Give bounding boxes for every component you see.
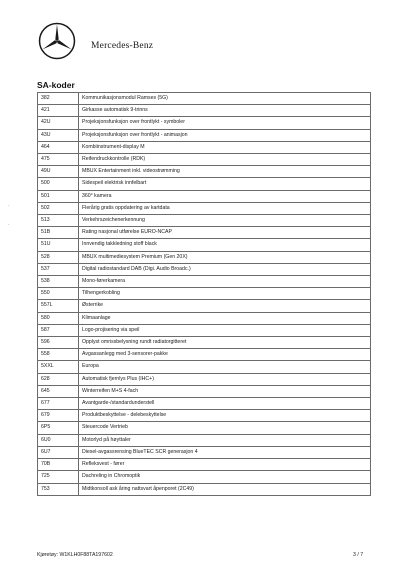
sa-description-cell: Innvendig takkledning stoff black [79, 239, 371, 251]
table-row [38, 324, 371, 336]
sa-description-cell: MBUX multimediesystem Premium (Gen 20X) [79, 251, 371, 263]
table-row [38, 361, 371, 373]
sa-description-cell: Projeksjonsfunksjon over frontlykt - animasjon [79, 129, 371, 141]
sa-code-cell: 500 [38, 178, 79, 190]
sa-description-cell: 360° kamera [79, 190, 371, 202]
sa-code-cell: 464 [38, 141, 79, 153]
sa-description-cell: Opplyst omrissbelysning rundt radiatorgitteret [79, 337, 371, 349]
sa-description-cell: Logo-projisering via speil [79, 324, 371, 336]
sa-description-cell: MBUX Entertainment inkl. videostrømming [79, 166, 371, 178]
table-row [38, 93, 371, 105]
table-row [38, 349, 371, 361]
sa-code-cell: 70B [38, 459, 79, 471]
table-row [38, 471, 371, 483]
sa-description-cell: Steuercode Vertrieb [79, 422, 371, 434]
sa-description-cell: Automatisk fjernlys Plus (IHC+) [79, 373, 371, 385]
table-row [38, 154, 371, 166]
table-row [38, 251, 371, 263]
sa-description-cell: Avgassanlegg med 3-sensorer-pakke [79, 349, 371, 361]
sa-description-cell: Winterreifen M+S 4-fach [79, 385, 371, 397]
table-row [38, 129, 371, 141]
sa-description-cell: Europa [79, 361, 371, 373]
margin-dot: · [8, 203, 10, 209]
sa-code-cell: 42U [38, 117, 79, 129]
sa-description-cell: Flerårig gratis oppdatering av kartdata [79, 202, 371, 214]
sa-description-cell: Dachreling in Chromoptik [79, 471, 371, 483]
sa-description-cell: Motorlyd på høyttaler [79, 434, 371, 446]
sa-description-cell: Sidespeil elektrisk innfelbart [79, 178, 371, 190]
sa-code-cell: 679 [38, 410, 79, 422]
sa-code-cell: 596 [38, 337, 79, 349]
sa-code-cell: 6U7 [38, 446, 79, 458]
table-row [38, 422, 371, 434]
sa-code-cell: 6U0 [38, 434, 79, 446]
sa-code-cell: 725 [38, 471, 79, 483]
sa-code-cell: 5XXL [38, 361, 79, 373]
table-row [38, 215, 371, 227]
table-row [38, 385, 371, 397]
table-row [38, 337, 371, 349]
sa-code-cell: 513 [38, 215, 79, 227]
table-row [38, 178, 371, 190]
footer-page-number: 3 / 7 [353, 552, 364, 558]
sa-code-cell: 558 [38, 349, 79, 361]
sa-description-cell: Refleksvest - fører [79, 459, 371, 471]
brand-name: Mercedes-Benz [91, 41, 154, 51]
sa-code-cell: 580 [38, 312, 79, 324]
sa-code-cell: 628 [38, 373, 79, 385]
sa-code-cell: 6P5 [38, 422, 79, 434]
sa-code-cell: 538 [38, 276, 79, 288]
sa-code-cell: 501 [38, 190, 79, 202]
table-row [38, 190, 371, 202]
sa-code-table-body [38, 93, 371, 496]
sa-description-cell: Østerrike [79, 300, 371, 312]
table-row [38, 446, 371, 458]
sa-code-cell: 51B [38, 227, 79, 239]
sa-code-cell: 677 [38, 398, 79, 410]
sa-code-cell: 421 [38, 105, 79, 117]
table-row [38, 373, 371, 385]
sa-code-cell: 557L [38, 300, 79, 312]
mercedes-star-icon [38, 22, 76, 60]
sa-code-cell: 382 [38, 93, 79, 105]
sa-description-cell: Diesel-avgassrensing BlueTEC SCR generasjon 4 [79, 446, 371, 458]
sa-description-cell: Avantgarde-/standardunderstell [79, 398, 371, 410]
table-row [38, 288, 371, 300]
sa-code-cell: 51U [38, 239, 79, 251]
footer-vehicle-id: Kjøretøy: W1KLH0F88TA197602 [37, 552, 113, 558]
table-row [38, 312, 371, 324]
table-row [38, 300, 371, 312]
sa-code-cell: 537 [38, 263, 79, 275]
section-title: SA-koder [37, 80, 75, 90]
sa-description-cell: Midtkonsoll ask åring nattsvart åpenporet (2C49) [79, 483, 371, 495]
sa-code-cell: 550 [38, 288, 79, 300]
sa-code-cell: 753 [38, 483, 79, 495]
table-row [38, 239, 371, 251]
sa-code-cell: 49U [38, 166, 79, 178]
table-row [38, 166, 371, 178]
sa-description-cell: Produktbeskyttelse - delebeskyttelse [79, 410, 371, 422]
margin-dot: · [8, 222, 10, 228]
sa-description-cell: Projeksjonsfunksjon over frontlykt - symboler [79, 117, 371, 129]
sa-code-cell: 528 [38, 251, 79, 263]
sa-description-cell: Kombiinstrument-display M [79, 141, 371, 153]
sa-description-cell: Reifendruckkontrolle (RDK) [79, 154, 371, 166]
sa-code-cell: 645 [38, 385, 79, 397]
sa-description-cell: Tilhengerkobling [79, 288, 371, 300]
table-row [38, 483, 371, 495]
sa-code-cell: 587 [38, 324, 79, 336]
table-row [38, 202, 371, 214]
table-row [38, 227, 371, 239]
sa-code-cell: 502 [38, 202, 79, 214]
table-row [38, 263, 371, 275]
sa-description-cell: Kommunikasjonsmodul Ramses (5G) [79, 93, 371, 105]
table-row [38, 276, 371, 288]
table-row [38, 117, 371, 129]
sa-description-cell: Klimaanlage [79, 312, 371, 324]
table-row [38, 141, 371, 153]
sa-code-table [37, 92, 371, 496]
table-row [38, 105, 371, 117]
sa-description-cell: Verkehrszeichenerkennung [79, 215, 371, 227]
table-row [38, 459, 371, 471]
table-row [38, 398, 371, 410]
sa-code-cell: 475 [38, 154, 79, 166]
table-row [38, 410, 371, 422]
sa-description-cell: Mono-førerkamera [79, 276, 371, 288]
sa-description-cell: Digital radiostandard DAB (Digi. Audio Broadc.) [79, 263, 371, 275]
table-row [38, 434, 371, 446]
sa-description-cell: Girkasse automatisk 9-trinns [79, 105, 371, 117]
sa-description-cell: Rating nasjonal utførelse EURO-NCAP [79, 227, 371, 239]
sa-code-cell: 43U [38, 129, 79, 141]
